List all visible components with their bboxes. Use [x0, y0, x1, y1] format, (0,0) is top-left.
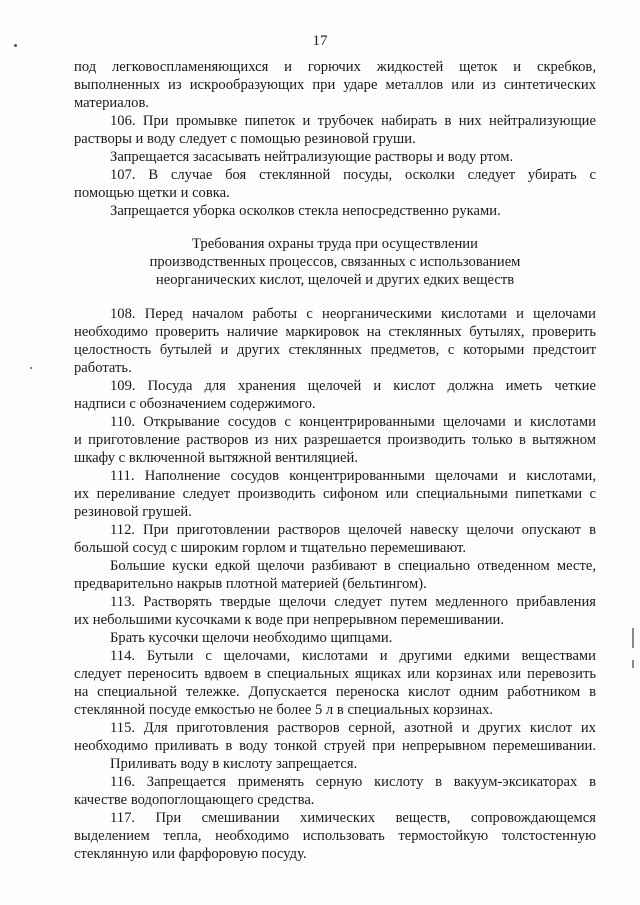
page-number: 17 [312, 33, 328, 49]
text-line: 106. При промывке пипеток и трубочек набирать в них нейтрализующие [110, 113, 596, 129]
text-line: 108. Перед началом работы с неорганическими кислотами и щелочами [110, 306, 596, 322]
text-line: качестве водопоглощающего средства. [74, 792, 315, 808]
text-line: необходимо приливать в воду тонкой струей при непрерывном перемешивании. [74, 738, 596, 754]
text-line: 109. Посуда для хранения щелочей и кислот должна иметь четкие [110, 378, 596, 394]
text-line: 111. Наполнение сосудов концентрированными щелочами и кислотами, [110, 468, 596, 484]
text-line: растворы и воду следует с помощью резиновой груши. [74, 131, 416, 147]
text-line: Запрещается засасывать нейтрализующие растворы и воду ртом. [110, 149, 514, 165]
text-line: шкафу с включенной вытяжной вентиляцией. [74, 450, 359, 466]
text-line: следует переносить вдвоем в специальных ящиках или корзинах или перевозить [74, 666, 596, 682]
scan-speck [30, 367, 32, 369]
text-line: 117. При смешивании химических веществ, сопровождающемся [110, 810, 596, 826]
text-line: помощью щетки и совка. [74, 185, 230, 201]
text-line: 110. Открывание сосудов с концентрированными щелочами и кислотами [110, 414, 596, 430]
text-line: большой сосуд с широким горлом и тщательно перемешивают. [74, 540, 467, 556]
text-line: выделением тепла, необходимо использовать термостойкую толстостенную [74, 828, 596, 844]
text-line: стеклянной посуде емкостью не более 5 л в специальных корзинах. [74, 702, 494, 718]
section-heading-line: Требования охраны труда при осуществлении [192, 236, 478, 252]
text-line: их переливание следует производить сифоном или специальными пипетками с [74, 486, 596, 502]
text-line: 107. В случае боя стеклянной посуды, осколки следует убирать с [110, 167, 596, 183]
text-line: Брать кусочки щелочи необходимо щипцами. [110, 630, 393, 646]
text-line: надписи с обозначением содержимого. [74, 396, 316, 412]
text-line: на специальной тележке. Допускается переноска кислот одним работником в [74, 684, 596, 700]
text-line: 115. Для приготовления растворов серной, азотной и других кислот их [110, 720, 596, 736]
text-line: Запрещается уборка осколков стекла непосредственно руками. [110, 203, 501, 219]
text-line: 114. Бутыли с щелочами, кислотами и другими едкими веществами [110, 648, 596, 664]
text-line: резиновой грушей. [74, 504, 192, 520]
text-line: выполненных из искрообразующих при ударе металлов или из синтетических [74, 77, 596, 93]
text-line: Приливать воду в кислоту запрещается. [110, 756, 358, 772]
text-line: предварительно накрыв плотной материей (бельтингом). [74, 576, 427, 592]
text-line: под легковоспламеняющихся и горючих жидкостей щеток и скребков, [74, 59, 596, 75]
scan-speck [14, 44, 17, 47]
scan-edge-mark [632, 660, 634, 668]
text-line: 116. Запрещается применять серную кислоту в вакуум-эксикаторах в [110, 774, 596, 790]
text-line: работать. [74, 360, 132, 376]
scan-edge-mark [632, 628, 634, 648]
text-line: 112. При приготовлении растворов щелочей навеску щелочи опускают в [110, 522, 596, 538]
text-line: стеклянную или фарфоровую посуду. [74, 846, 307, 862]
section-heading-line: неорганических кислот, щелочей и других едких веществ [155, 272, 515, 288]
text-line: Большие куски едкой щелочи разбивают в специально отведенном месте, [110, 558, 596, 574]
section-heading-line: производственных процессов, связанных с использованием [149, 254, 521, 270]
text-line: целостность бутылей и других стеклянных предметов, с которыми предстоит [74, 342, 596, 358]
text-line: 113. Растворять твердые щелочи следует путем медленного прибавления [110, 594, 596, 610]
text-line: материалов. [74, 95, 150, 111]
text-line: и приготовление растворов из них разрешается производить только в вытяжном [74, 432, 596, 448]
text-line: их небольшими кусочками к воде при непрерывном перемешивании. [74, 612, 504, 628]
text-line: необходимо проверить наличие маркировок на стеклянных бутылях, проверить [74, 324, 596, 340]
